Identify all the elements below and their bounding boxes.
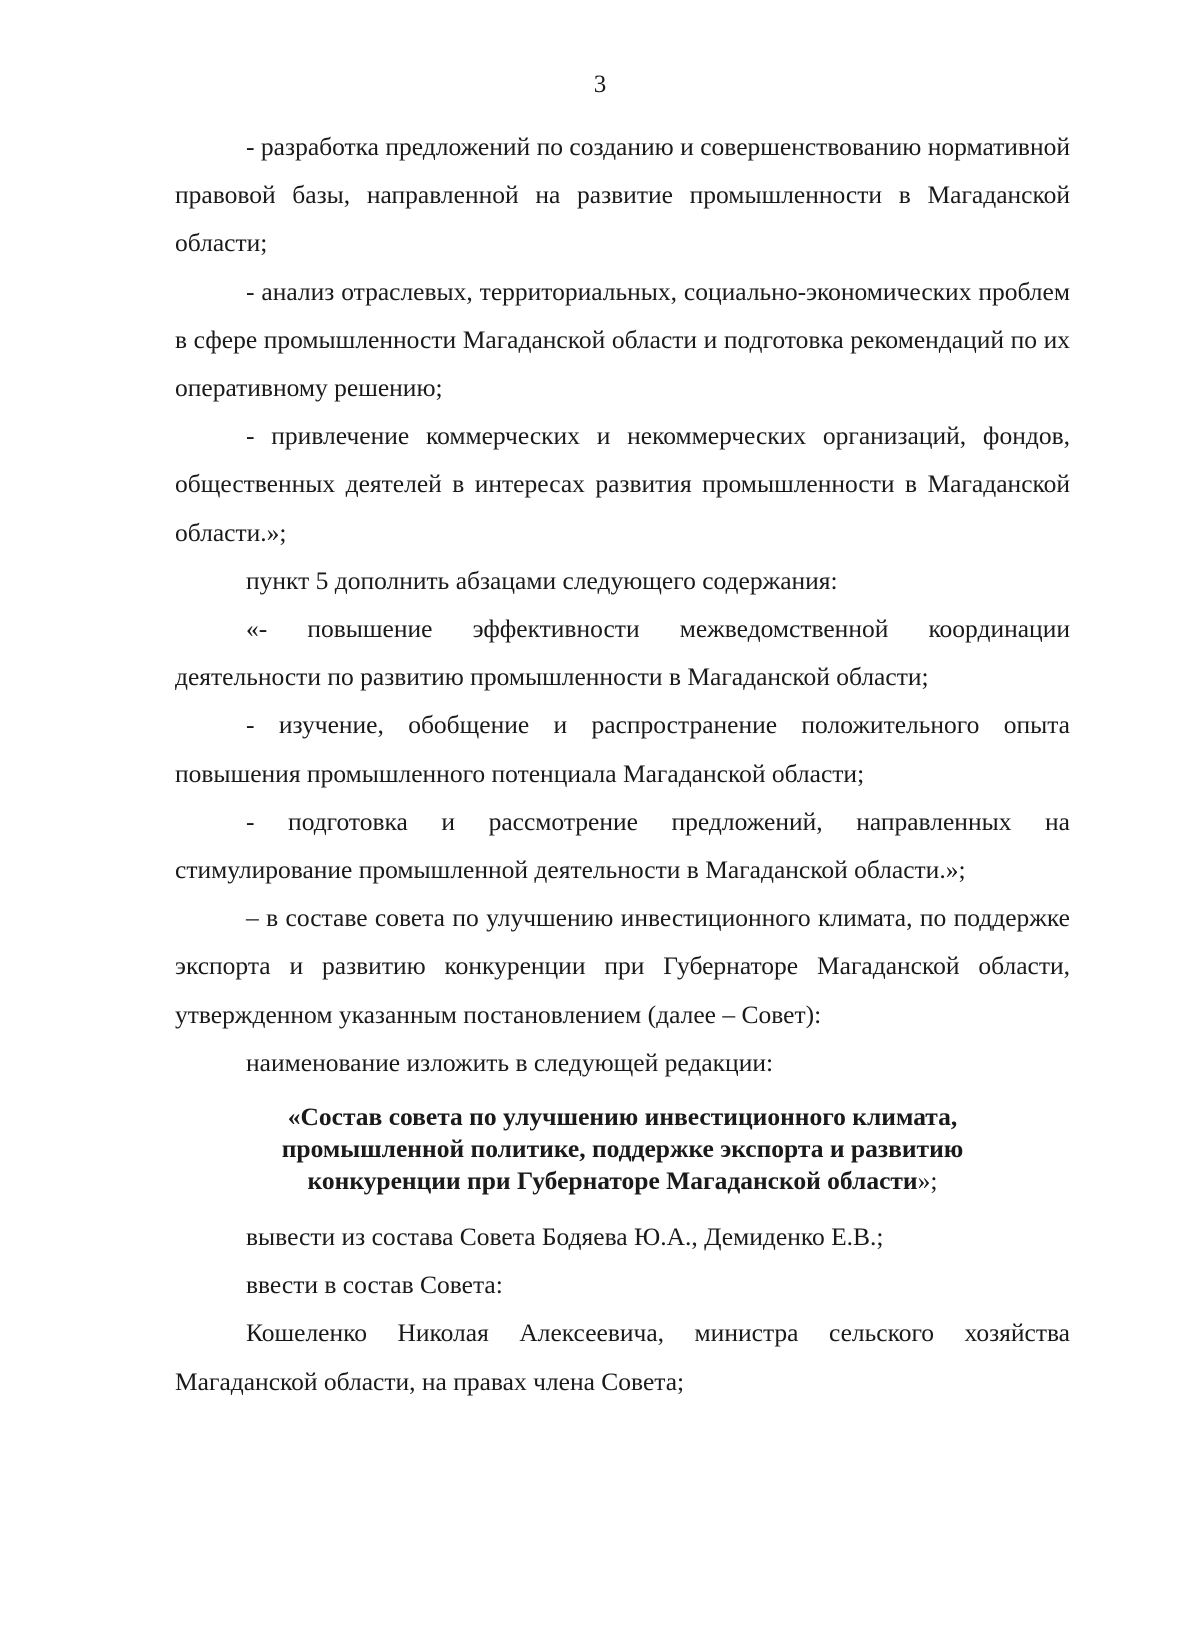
paragraph-attraction: - привлечение коммерческих и некоммерческих организаций, фондов, общественных деятелей в интересах развития промышленности в Магаданской области.»; — [175, 421, 1070, 547]
paragraph-name-change: наименование изложить в следующей редакции: — [246, 1047, 774, 1077]
heading-trail: »; — [917, 1166, 938, 1196]
paragraph-regulatory-base: - разработка предложений по созданию и совершенствованию нормативной правовой базы, направленной на развитие промышленности в Магаданской области; — [175, 132, 1070, 258]
heading-line-1: «Состав совета по улучшению инвестиционного климата, — [287, 1102, 958, 1132]
paragraph-stimulation: - подготовка и рассмотрение предложений, направленных на стимулирование промышленной деятельности в Магаданской области.»; — [175, 806, 1070, 885]
page-number: 3 — [593, 71, 607, 98]
paragraph-new-member: Кошеленко Николая Алексеевича, министра сельского хозяйства Магаданской области, на правах члена Совета; — [175, 1318, 1070, 1396]
paragraph-add-members: ввести в состав Совета: — [246, 1270, 503, 1300]
heading-line-2: промышленной политике, поддержке экспорта и развитию — [281, 1134, 964, 1164]
council-title-heading — [175, 1101, 1070, 1197]
paragraph-analysis: - анализ отраслевых, территориальных, социально-экономических проблем в сфере промышленности Магаданской области и подготовка рекомендаций по их оперативному решению; — [175, 276, 1070, 403]
paragraph-remove-members: вывести из состава Совета Бодяева Ю.А., Демиденко Е.В.; — [246, 1222, 884, 1252]
heading-line-3-wrap — [175, 1165, 1070, 1197]
paragraph-experience: - изучение, обобщение и распространение положительного опыта повышения промышленного потенциала Магаданской области; — [175, 710, 1070, 788]
paragraph-council-composition: – в составе совета по улучшению инвестиционного климата, по поддержке экспорта и развитию конкуренции при Губернаторе Магаданской области, утвержденном указанным постановлением (далее – Совет): — [175, 903, 1070, 1029]
paragraph-coordination: «- повышение эффективности межведомственной координации деятельности по развитию промышленности в Магаданской области; — [175, 614, 1070, 692]
heading-line-3: конкуренции при Губернаторе Магаданской области — [307, 1166, 918, 1196]
document-body — [175, 123, 1070, 1406]
paragraph-item-5: пункт 5 дополнить абзацами следующего содержания: — [246, 565, 838, 595]
